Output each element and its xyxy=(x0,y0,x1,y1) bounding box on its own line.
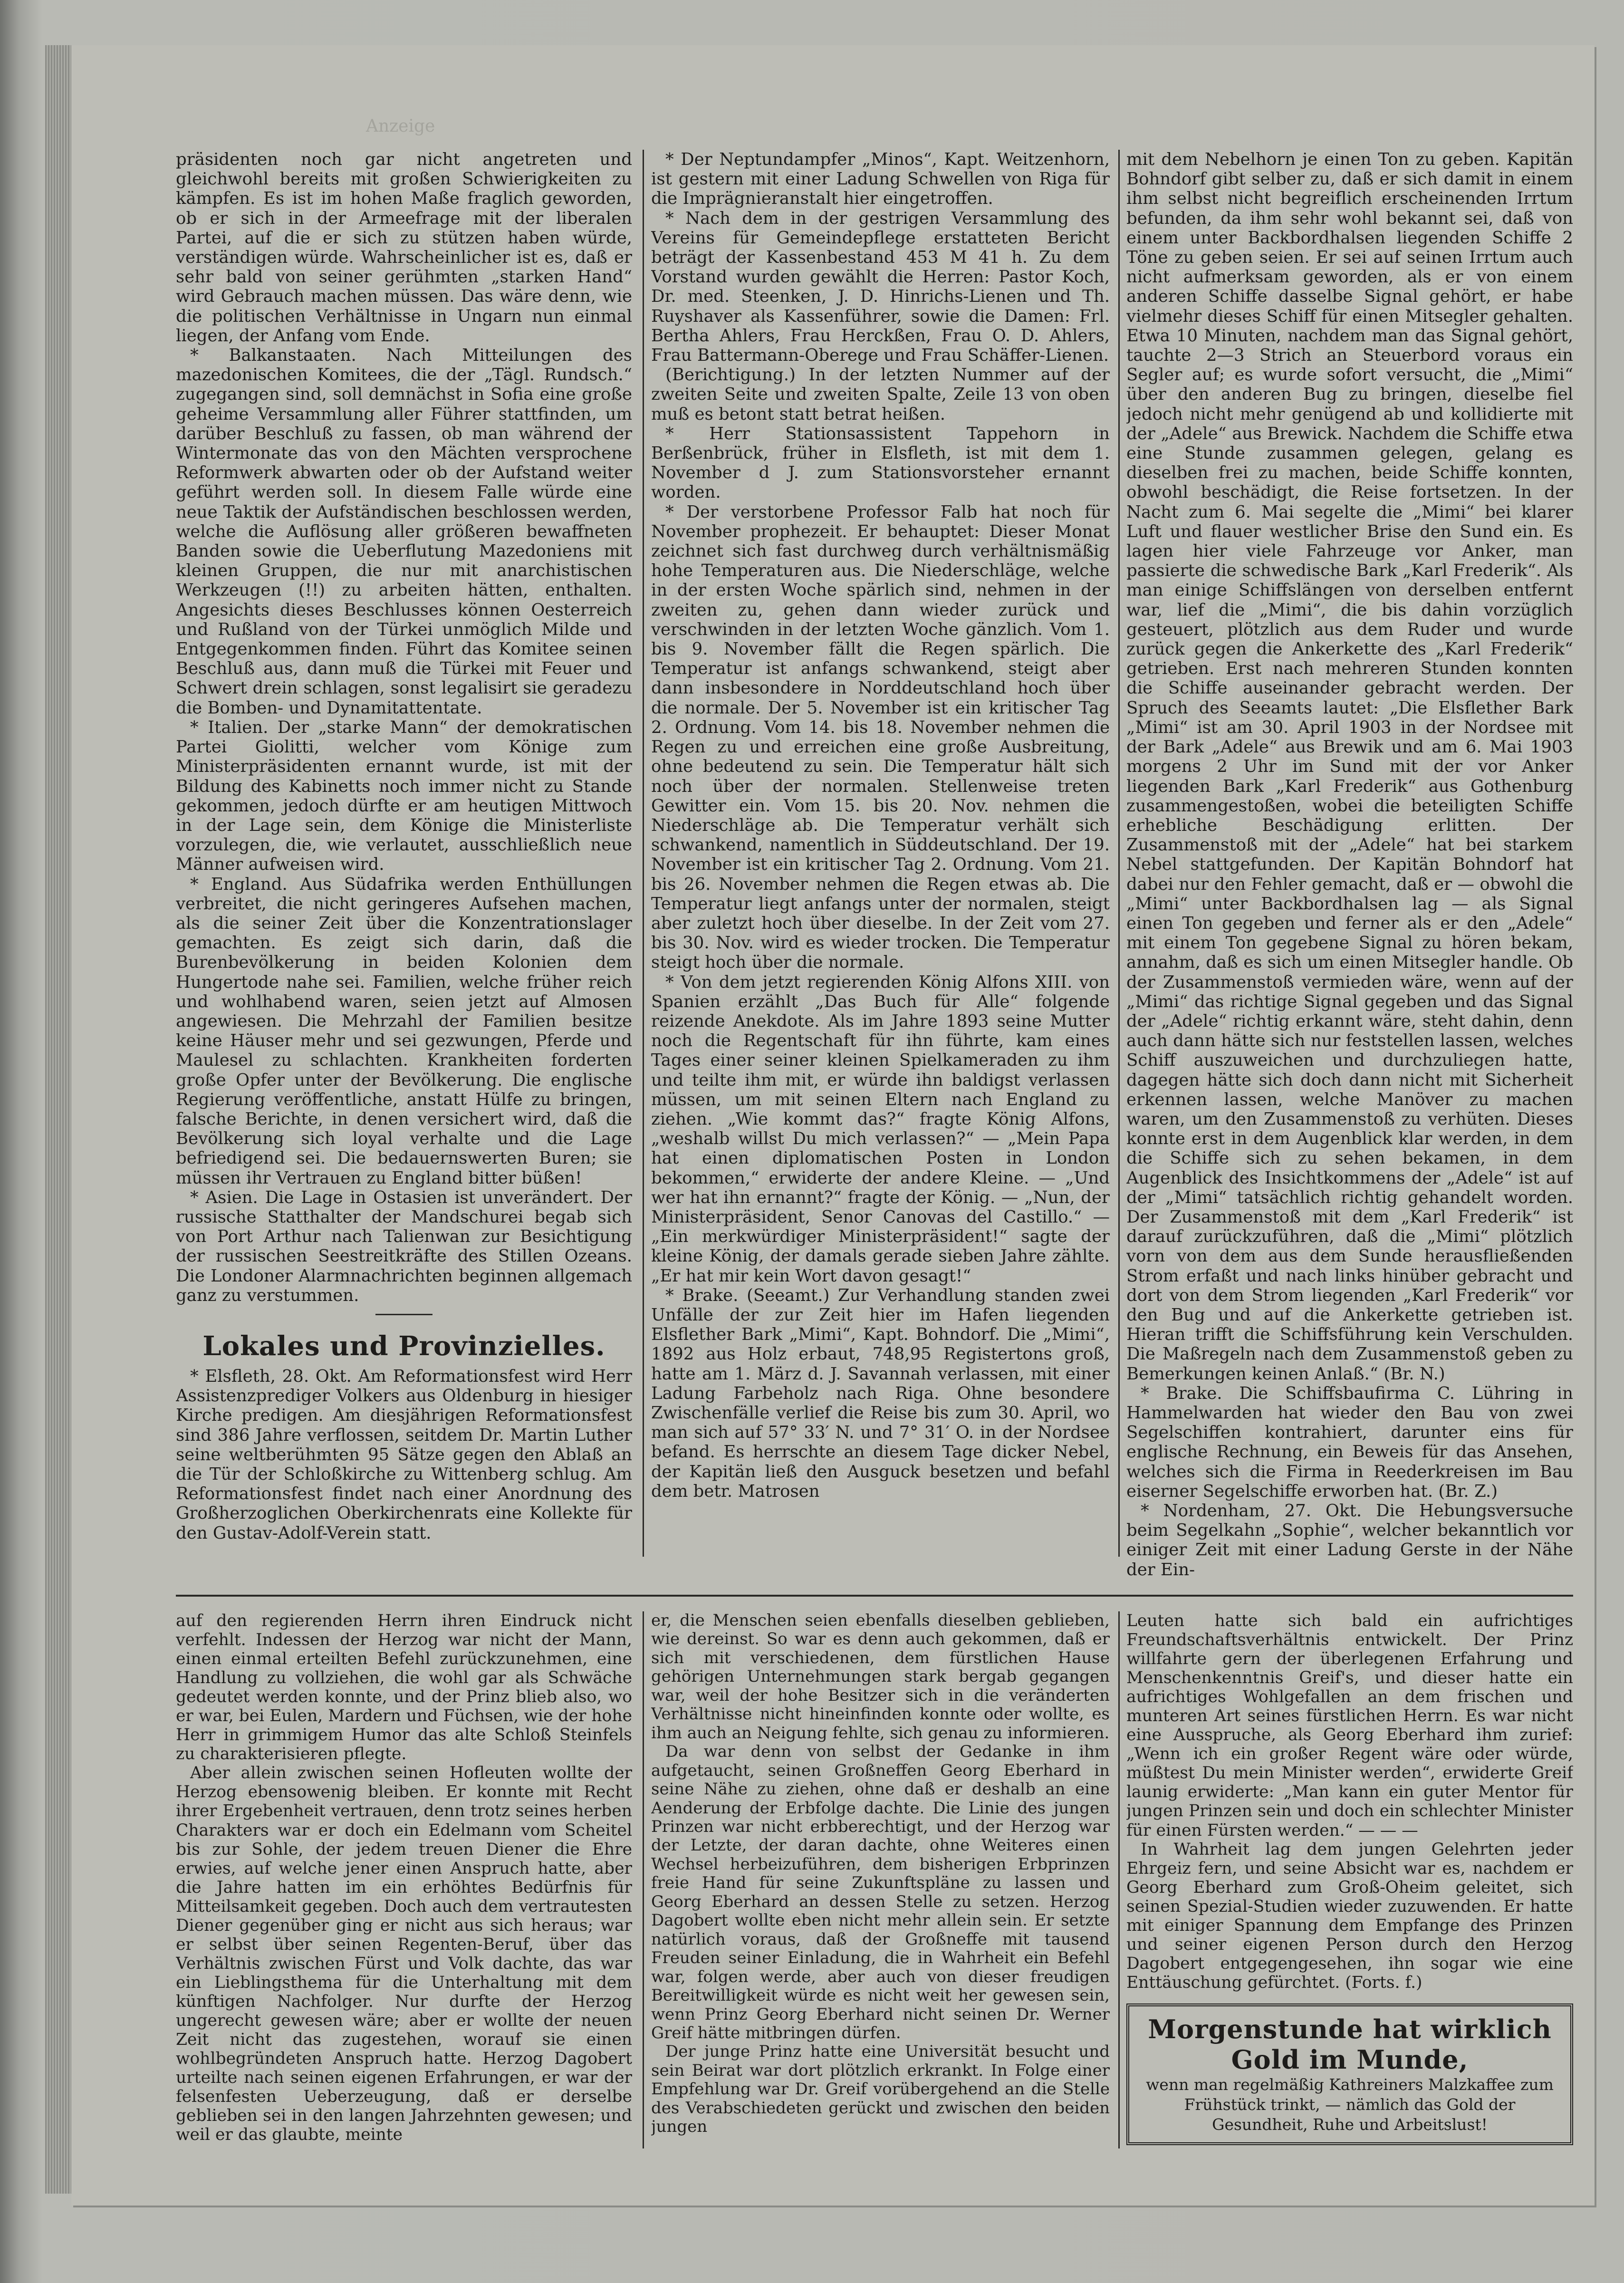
feuilleton-paragraph: In Wahrheit lag dem jungen Gelehrten jeder Ehrgeiz fern, und seine Absicht war es, nachdem er Georg Eberhard zum Groß-Oheim geleitet, sich seinen Spezial-Studien wieder zuzuwenden. Er hatte mit einiger Spannung dem Empfange des Prinzen und seiner eigenen Person durch den Herzog Dagobert entgegengesehen, ihn sogar wie eine Enttäuschung gefürchtet. (Forts. f.) xyxy=(1126,1840,1573,1992)
top-column-1 xyxy=(176,150,632,1588)
feuilleton-paragraph: Aber allein zwischen seinen Hofleuten wollte der Herzog ebensowenig bleiben. Er konnte mit Recht ihrer Ergebenheit vertrauen, denn trotz seines herben Charakters war er doch ein Edelmann vom Scheitel bis zur Sohle, der jedem treuen Diener die Ehre erwies, auf welche jener einen Anspruch hatte, aber die Jahre hatten im ein erhöhtes Bedürfnis für Mitteilsamkeit gegeben. Doch auch dem vertrautesten Diener gegenüber ging er nicht aus sich heraus; war er selbst über seinen Regenten-Beruf, über das Verhältnis zwischen Fürst und Volk dachte, das war ein Lieblingsthema für die Unterhaltung mit dem künftigen Nachfolger. Nur durfte der Herzog ungerecht gewesen wäre; aber er wollte der neuen Zeit nicht das zugestehen, worauf sie einen wohlbegründeten Anspruch hatte. Herzog Dagobert urteilte nach seinen eigenen Erfahrungen, er war der felsenfesten Ueberzeugung, daß er derselbe geblieben sei in den langen Jahrzehnten gewesen; und weil er das glaubte, meinte xyxy=(176,1763,632,2145)
article-berichtigung: (Berichtigung.) In der letzten Nummer auf der zweiten Seite und zweiten Spalte, Zeile 13 von oben muß es betont statt betrat heißen. xyxy=(651,365,1110,424)
running-head: Anzeige xyxy=(366,116,435,136)
page-edges xyxy=(45,45,74,2194)
article-nordenham: * Nordenham, 27. Okt. Die Hebungsversuche beim Segelkahn „Sophie“, welcher bekanntlich vor einiger Zeit mit einer Ladung Gerste in der Nähe der Ein- xyxy=(1126,1501,1573,1580)
feuilleton-paragraph: Da war denn von selbst der Gedanke in ihm aufgetaucht, seinen Großneffen Georg Eberhard in seine Nähe zu ziehen, ohne daß er deshalb an eine Aenderung der Erbfolge dachte. Die Linie des jungen Prinzen war nicht erbberechtigt, und der Herzog war der Letzte, der daran dachte, ohne Weiteres einen Wechsel herbeizuführen, dem bisherigen Erbprinzen freie Hand für seine Zukunftspläne zu lassen und Georg Eberhard an dessen Stelle zu setzen. Herzog Dagobert wollte eben nicht mehr allein sein. Er setzte natürlich voraus, daß der Großneffe mit tausend Freuden seiner Einladung, die in Wahrheit ein Befehl war, folgen werde, aber auch von dieser freudigen Bereitwilligkeit würde es nicht weit her gewesen sein, wenn Prinz Georg Eberhard nicht seinen Dr. Werner Greif hätte mitbringen dürfen. xyxy=(651,1742,1110,2042)
article-asien: * Asien. Die Lage in Ostasien ist unverändert. Der russische Statthalter der Mandschurei begab sich von Port Arthur nach Talienwan zur Besichtigung der russischen Seestreitkräfte des Stillen Ozeans. Die Londoner Alarmnachrichten beginnen allgemach ganz zu verstummen. xyxy=(176,1187,632,1305)
column-rule xyxy=(643,150,644,1557)
feuilleton-paragraph: Der junge Prinz hatte eine Universität besucht und sein Beirat war dort plötzlich erkrankt. In Folge einer Empfehlung war Dr. Greif vorübergehend an die Stelle des Verabschiedeten gerückt und zwischen den beiden jungen xyxy=(651,2042,1110,2137)
article-brake-seeamt: * Brake. (Seeamt.) Zur Verhandlung standen zwei Unfälle der zur Zeit hier im Hafen liegenden Elsflether Bark „Mimi“, Kapt. Bohndorf. Die „Mimi“, 1892 aus Holz erbaut, 748,95 Registertons groß, hatte am 1. März d. J. Savannah verlassen, mit einer Ladung Farbeholz nach Riga. Ohne besondere Zwischenfälle verlief die Reise bis zum 30. April, wo man sich auf 57° 33′ N. und 7° 31′ O. in der Nordsee befand. Es herrschte an diesem Tage dicker Nebel, der Kapitän ließ den Ausguck besetzen und befahl dem betr. Matrosen xyxy=(651,1285,1110,1501)
article-alfons: * Von dem jetzt regierenden König Alfons XIII. von Spanien erzählt „Das Buch für Alle“ folgende reizende Anekdote. Als im Jahre 1893 seine Mutter noch die Regentschaft für ihn führte, kam eines Tages einer seiner kleinen Spielkameraden zu ihm und teilte ihm mit, er würde ihn baldigst verlassen müssen, um mit seinen Eltern nach England zu ziehen. „Wie kommt das?“ fragte König Alfons, „weshalb willst Du mich verlassen?“ — „Mein Papa hat einen diplomatischen Posten in London bekommen,“ erwiderte der andere Kleine. — „Und wer hat ihn ernannt?“ fragte der König. — „Nun, der Ministerpräsident, Senor Canovas del Castillo.“ — „Ein merkwürdiger Ministerpräsident!“ sagte der kleine König, der damals gerade sieben Jahre zählte. „Er hat mir kein Wort davon gesagt!“ xyxy=(651,972,1110,1286)
feuilleton-column-2 xyxy=(651,1611,1110,2148)
feuilleton-column-1 xyxy=(176,1611,632,2148)
article-luehring: * Brake. Die Schiffsbaufirma C. Lühring in Hammelwarden hat wieder den Bau von zwei Segelschiffen kontrahiert, darunter eins für englische Rechnung, ein Beweis für das Ansehen, welches sich die Firma in Reederkreisen im Bau eiserner Segelschiffe erworben hat. (Br. Z.) xyxy=(1126,1383,1573,1501)
article-england: * England. Aus Südafrika werden Enthüllungen verbreitet, die nicht geringeres Aufsehen machen, als die seiner Zeit über die Konzentrationslager gemachten. Es zeigt sich darin, daß die Burenbevölkerung in beiden Kolonien dem Hungertode nahe sei. Familien, welche früher reich und wohlhabend waren, seien jetzt auf Almosen angewiesen. Die Mehrzahl der Familien besitze keine Häuser mehr und sei gezwungen, Pferde und Maulesel zu schlachten. Krankheiten forderten große Opfer unter der Bevölkerung. Die englische Regierung veröffentliche, anstatt Hülfe zu bringen, falsche Berichte, in denen versichert wird, daß die Bevölkerung sich loyal verhalte und die Lage befriedigend sei. Die bedauernswerten Buren; sie müssen ihr Vertrauen zu England bitter büßen! xyxy=(176,874,632,1188)
article-paragraph: präsidenten noch gar nicht angetreten und gleichwohl bereits mit großen Schwierigkeiten zu kämpfen. Es ist im hohen Maße fraglich geworden, ob er sich in der Armeefrage mit der liberalen Partei, auf die er sich zu stützen haben würde, verständigen würde. Wahrscheinlicher ist es, daß er sehr bald von seiner gerühmten „starken Hand“ wird Gebrauch machen müssen. Das wäre denn, wie die politischen Verhältnisse in Ungarn nun einmal liegen, der Anfang vom Ende. xyxy=(176,150,632,346)
top-column-3 xyxy=(1126,150,1573,1588)
feuilleton-paragraph: er, die Menschen seien ebenfalls dieselben geblieben, wie dereinst. So war es denn auch gekommen, daß er sich mit verschiedenen, dem fürstlichen Hause gehörigen Unternehmungen stark bergab gegangen war, weil der hohe Besitzer sich in die veränderten Verhältnisse nicht hineinfinden konnte oder wollte, es ihm auch an Neigung fehlte, sich genau zu informieren. xyxy=(651,1611,1110,1743)
top-column-2 xyxy=(651,150,1110,1588)
article-balkan: * Balkanstaaten. Nach Mitteilungen des mazedonischen Komitees, die der „Tägl. Rundsch.“ zugegangen sind, soll demnächst in Sofia eine große geheime Versammlung aller Führer stattfinden, um darüber Beschluß zu fassen, ob man während der Wintermonate das von den Mächten versprochene Reformwerk abwarten oder ob der Aufstand weiter geführt werden soll. In diesem Falle würde eine neue Taktik der Aufständischen beschlossen werden, welche die Auflösung aller größeren bewaffneten Banden sowie die Ueberflutung Mazedoniens mit kleinen Gruppen, die nur mit anarchistischen Werkzeugen (!!) zu arbeiten hätten, enthalten. Angesichts dieses Beschlusses können Oesterreich und Rußland von der Türkei unmöglich Milde und Entgegenkommen finden. Führt das Komitee seinen Beschluß aus, dann muß die Türkei mit Feuer und Schwert drein schlagen, sonst legalisirt sie geradezu die Bomben- und Dynamitattentate. xyxy=(176,346,632,718)
article-minos: * Der Neptundampfer „Minos“, Kapt. Weitzenhorn, ist gestern mit einer Ladung Schwellen von Riga für die Imprägnieranstalt hier eingetroffen. xyxy=(651,150,1110,209)
advertisement-box xyxy=(1126,2004,1573,2145)
article-italien: * Italien. Der „starke Mann“ der demokratischen Partei Giolitti, welcher vom Könige zum Ministerpräsidenten ernannt wurde, ist mit der Bildung des Kabinetts noch immer nicht zu Stande gekommen, jedoch dürfte er am heutigen Mittwoch in der Lage sein, dem Könige die Ministerliste vorzulegen, die, wie verlautet, ausschließlich neue Männer aufweisen wird. xyxy=(176,717,632,875)
section-divider xyxy=(375,1314,432,1315)
article-tappehorn: * Herr Stationsassistent Tappehorn in Berßenbrück, früher in Elsfleth, ist mit dem 1. November d J. zum Stationsvorsteher ernannt worden. xyxy=(651,424,1110,502)
column-rule xyxy=(1118,150,1120,1557)
article-falb: * Der verstorbene Professor Falb hat noch für November prophezeit. Er behauptet: Dieser Monat zeichnet sich fast durchweg durch verhältnismäßig hohe Temperaturen aus. Die Niederschläge, welche in der ersten Woche spärlich sind, nehmen in der zweiten zu, gehen dann wieder zurück und verschwinden in der letzten Woche gänzlich. Vom 1. bis 9. November fällt die Regen spärlich. Die Temperatur ist anfangs schwankend, steigt aber dann insbesondere in Norddeutschland hoch über die normale. Der 5. November ist ein kritischer Tag 2. Ordnung. Vom 14. bis 18. November nehmen die Regen zu und erreichen eine große Ausbreitung, ohne bedeutend zu sein. Die Temperatur hält sich noch über der normalen. Stellenweise treten Gewitter ein. Vom 15. bis 20. Nov. nehmen die Niederschläge ab. Die Temperatur verhält sich schwankend, namentlich in Süddeutschland. Der 19. November ist ein kritischer Tag 2. Ordnung. Vom 21. bis 26. November nehmen die Regen etwas ab. Die Temperatur liegt anfangs unter der normalen, steigt aber zuletzt hoch über dieselbe. In der Zeit vom 27. bis 30. Nov. wird es wieder trocken. Die Temperatur steigt hoch über die normale. xyxy=(651,502,1110,973)
feuilleton-section xyxy=(176,1611,1573,2148)
advertisement-text: wenn man regelmäßig Kathreiners Malzkaffee zum Frühstück trinkt, — nämlich das Gold der Gesundheit, Ruhe und Arbeitslust! xyxy=(1146,2075,1554,2134)
column-rule xyxy=(1118,1611,1120,2148)
feuilleton-rule xyxy=(176,1595,1573,1597)
article-brake-continued: mit dem Nebelhorn je einen Ton zu geben. Kapitän Bohndorf gibt selber zu, daß er sich damit in einem ihm selbst nicht begreiflich erscheinenden Irrtum befunden, da ihm sehr wohl bekannt sei, daß von einem unter Backbordhalsen liegenden Schiffe 2 Töne zu geben seien. Er sei auf seinen Irrtum auch nicht aufmerksam geworden, als er von einem anderen Schiffe dasselbe Signal gehört, er habe vielmehr dieses Schiff für einen Mitsegler gehalten. Etwa 10 Minuten, nachdem man das Signal gehört, tauchte 2—3 Strich an Steuerbord voraus ein Segler auf; es wurde sofort versucht, die „Mimi“ über den anderen Bug zu bringen, dieselbe fiel jedoch nicht mehr genügend ab und kollidierte mit der „Adele“ aus Brewick. Nachdem die Schiffe etwa eine Stunde zusammen gelegen, gelang es dieselben frei zu machen, beide Schiffe konnten, obwohl beschädigt, die Reise fortsetzen. In der Nacht zum 6. Mai segelte die „Mimi“ bei klarer Luft und flauer westlicher Brise den Sund ein. Es lagen hier viele Fahrzeuge vor Anker, man passierte die schwedische Bark „Karl Frederik“. Als man einige Schiffslängen von derselben entfernt war, lief die „Mimi“, die bis dahin vorzüglich gesteuert, plötzlich aus dem Ruder und wurde zurück gegen die Ankerkette des „Karl Frederik“ getrieben. Erst nach mehreren Stunden konnten die Schiffe auseinander gebracht werden. Der Spruch des Seeamts lautet: „Die Elsflether Bark „Mimi“ ist am 30. April 1903 in der Nordsee mit der Bark „Adele“ aus Brewik und am 6. Mai 1903 morgens 2 Uhr im Sund mit der vor Anker liegenden Bark „Karl Frederik“ aus Gothenburg zusammengestoßen, wobei die beteiligten Schiffe erhebliche Beschädigung erlitten. Der Zusammenstoß mit der „Adele“ hat bei starkem Nebel stattgefunden. Der Kapitän Bohndorf hat dabei nur den Fehler gemacht, daß er — obwohl die „Mimi“ unter Backbordhalsen lag — als Signal einen Ton gegeben und ferner als er den „Adele“ mit einem Ton gegebene Signal zu hören bekam, annahm, daß es sich um einen Mitsegler handle. Ob der Zusammenstoß vermieden wäre, wenn auf der „Mimi“ das richtige Signal gegeben und das Signal der „Adele“ richtig erkannt wäre, steht dahin, denn auch dann hätte sich nur feststellen lassen, welches Schiff auszuweichen und durchzuliegen hatte, dagegen hätte sich doch dann nicht mit Sicherheit erkennen lassen, welche Manöver zu machen waren, um den Zusammenstoß zu verhüten. Dieses konnte erst in dem Augenblick klar werden, in dem die Schiffe sich zu sehen bekamen, in dem Augenblick des Insichtkommens der „Adele“ ist auf der „Mimi“ tatsächlich richtig gehandelt worden. Der Zusammenstoß mit dem „Karl Frederik“ ist darauf zurückzuführen, daß die „Mimi“ plötzlich vorn von dem aus dem Sunde herausfließenden Strom erfaßt und nach links hinüber gebracht und dort von dem Strom liegenden „Karl Frederik“ vor den Bug und auf die Ankerkette getrieben ist. Hieran trifft die Schiffsführung kein Verschulden. Die Maßregeln nach dem Zusammenstoß geben zu Bemerkungen keinen Anlaß.“ (Br. N.) xyxy=(1126,150,1573,1384)
feuilleton-paragraph: auf den regierenden Herrn ihren Eindruck nicht verfehlt. Indessen der Herzog war nicht der Mann, einen einmal erteilten Befehl zurückzunehmen, eine Handlung zu vollziehen, die wohl gar als Schwäche gedeutet werden konnte, und der Prinz blieb also, wo er war, bei Eulen, Mardern und Füchsen, wie der hohe Herr in grimmigem Humor das alte Schloß Steinfels zu charakterisieren pflegte. xyxy=(176,1611,632,1764)
section-title: Lokales und Provinzielles. xyxy=(202,1330,605,1362)
advertisement-headline: Morgenstunde hat wirklich Gold im Munde, xyxy=(1148,2013,1552,2075)
article-gemeindepflege: * Nach dem in der gestrigen Versammlung des Vereins für Gemeindepflege erstatteten Bericht beträgt der Kassenbestand 453 M 41 h. Zu dem Vorstand wurden gewählt die Herren: Pastor Koch, Dr. med. Steenken, J. D. Hinrichs-Lienen und Th. Ruyshaver als Kassenführer, sowie die Damen: Frl. Bertha Ahlers, Frau Herckßen, Frau O. D. Ahlers, Frau Battermann-Oberege und Frau Schäffer-Lienen. xyxy=(651,208,1110,366)
column-rule xyxy=(643,1611,644,2148)
feuilleton-column-3 xyxy=(1126,1611,1573,2148)
feuilleton-paragraph: Leuten hatte sich bald ein aufrichtiges Freundschaftsverhältnis entwickelt. Der Prinz willfahrte gern der überlegenen Erfahrung und Menschenkenntnis Greif's, und dieser hatte ein aufrichtiges Wohlgefallen an dem frischen und munteren Art seines fürstlichen Herrn. Es war nicht eine Ausspruche, als Georg Eberhard ihm zurief: „Wenn ich ein großer Regent wäre oder würde, müßtest Du mein Minister werden“, erwiderte Greif launig erwiderte: „Man kann ein guter Mentor für jungen Prinzen sein und doch ein schlechter Minister für einen Fürsten werden.“ — — — xyxy=(1126,1611,1573,1840)
top-section xyxy=(176,150,1573,1588)
article-elsfleth: * Elsfleth, 28. Okt. Am Reformationsfest wird Herr Assistenzprediger Volkers aus Oldenburg in hiesiger Kirche predigen. Am diesjährigen Reformationsfest sind 386 Jahre verflossen, seitdem Dr. Martin Luther seine weltberühmten 95 Sätze gegen den Ablaß an die Tür der Schloßkirche zu Wittenberg schlug. Am Reformationsfest findet nach einer Anordnung des Großherzoglichen Oberkirchenrats eine Kollekte für den Gustav-Adolf-Verein statt. xyxy=(176,1366,632,1543)
